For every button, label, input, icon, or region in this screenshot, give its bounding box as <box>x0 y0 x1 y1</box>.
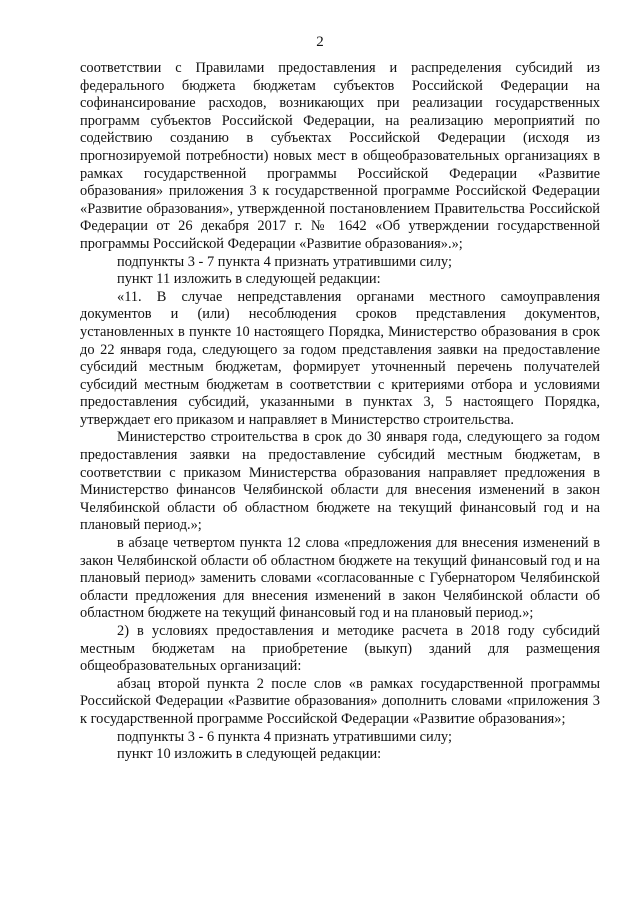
document-body <box>80 60 600 764</box>
paragraph: «11. В случае непредставления органами местного самоуправления документов и (или) несоблюдения сроков представления документов, установленных в пункте 10 настоящего Порядка, Министерство образования в срок до 22 января года, следующего за годом представления заявки на предоставление субсидий местным бюджетам, формирует уточненный перечень получателей субсидий местным бюджетам в соответствии с критериями отбора и условиями предоставления субсидий, указанными в пунктах 3, 5 настоящего Порядка, утверждает его приказом и направляет в Министерство строительства. <box>80 288 600 428</box>
paragraph: подпункты 3 - 6 пункта 4 признать утратившими силу; <box>117 728 452 745</box>
paragraph: Министерство строительства в срок до 30 января года, следующего за годом предоставления заявки на предоставление субсидий местным бюджетам, в соответствии с приказом Министерства образования направляет предложения в Министерство финансов Челябинской области для внесения изменений в закон Челябинской области об областном бюджете на текущий финансовый год и на плановый период.»; <box>80 429 600 534</box>
paragraph: абзац второй пункта 2 после слов «в рамках государственной программы Российской Федерации «Развитие образования» дополнить словами «приложения 3 к государственной программе Российской Федерации «Развитие образования»; <box>80 675 600 727</box>
paragraph: 2) в условиях предоставления и методике расчета в 2018 году субсидий местным бюджетам на приобретение (выкуп) зданий для размещения общеобразовательных организаций: <box>80 623 600 675</box>
paragraph: пункт 11 изложить в следующей редакции: <box>117 271 381 288</box>
paragraph: в абзаце четвертом пункта 12 слова «предложения для внесения изменений в закон Челябинской области об областном бюджете на текущий финансовый год и на плановый период» заменить словами «согласованные с Губернатором Челябинской области предложения для внесения изменений в закон Челябинской области об областном бюджете на текущий финансовый год и на плановый период.»; <box>80 535 600 622</box>
paragraph: пункт 10 изложить в следующей редакции: <box>117 746 382 763</box>
paragraph-continuation: соответствии с Правилами предоставления и распределения субсидий из федерального бюджета бюджетам субъектов Российской Федерации на софинансирование расходов, возникающих при реализации государственных программ субъектов Российской Федерации, на реализацию мероприятий по содействию созданию в субъектах Российской Федерации (исходя из прогнозируемой потребности) новых мест в общеобразовательных организациях в рамках государственной программы Российской Федерации «Развитие образования» приложения 3 к государственной программе Российской Федерации «Развитие образования», утвержденной постановлением Правительства Российской Федерации от 26 декабря 2017 г. № 1642 «Об утверждении государственной программы Российской Федерации «Развитие образования».»; <box>80 60 600 252</box>
page-number: 2 <box>316 34 324 50</box>
paragraph: подпункты 3 - 7 пункта 4 признать утратившими силу; <box>117 253 452 270</box>
